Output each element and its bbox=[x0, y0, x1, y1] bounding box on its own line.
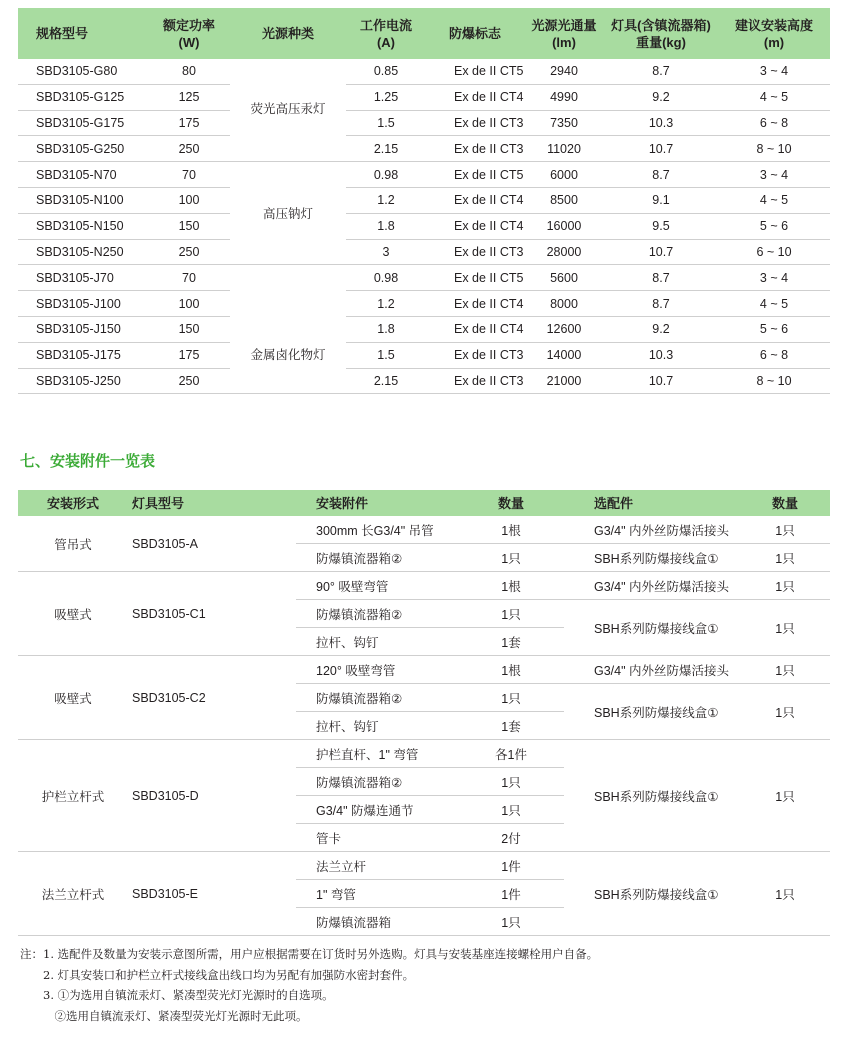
spec-current: 0.85 bbox=[346, 59, 426, 84]
spec-height: 5 ~ 6 bbox=[718, 316, 830, 342]
accessory-row bbox=[18, 852, 830, 880]
spec-model: SBD3105-J250 bbox=[18, 368, 148, 394]
accessory-name: 法兰立杆 bbox=[296, 852, 458, 880]
header-install-form: 安装形式 bbox=[18, 490, 128, 516]
spec-current: 1.25 bbox=[346, 84, 426, 110]
option-name: SBH系列防爆接线盒① bbox=[564, 544, 740, 572]
note-line: 3. ①为选用自镇流汞灯、紧凑型荧光灯光源时的自选项。 bbox=[20, 988, 334, 1002]
accessory-name: 1" 弯管 bbox=[296, 880, 458, 908]
option-name: SBH系列防爆接线盒① bbox=[564, 600, 740, 656]
spec-model: SBD3105-J150 bbox=[18, 316, 148, 342]
spec-height: 8 ~ 10 bbox=[718, 136, 830, 162]
spec-current: 1.2 bbox=[346, 291, 426, 317]
accessory-qty: 1只 bbox=[458, 796, 564, 824]
spec-weight: 8.7 bbox=[604, 265, 718, 291]
lamp-model: SBD3105-A bbox=[128, 516, 296, 572]
accessory-row bbox=[18, 572, 830, 600]
section-title: 七、安装附件一览表 bbox=[20, 453, 156, 470]
spec-row bbox=[18, 265, 830, 291]
accessory-name: 防爆镇流器箱 bbox=[296, 908, 458, 936]
lamp-model: SBD3105-C2 bbox=[128, 656, 296, 740]
lamp-model: SBD3105-D bbox=[128, 740, 296, 852]
spec-flux: 21000 bbox=[524, 368, 604, 394]
spec-source-type: 高压钠灯 bbox=[230, 162, 346, 265]
spec-flux: 11020 bbox=[524, 136, 604, 162]
spec-current: 1.5 bbox=[346, 342, 426, 368]
spec-model: SBD3105-G175 bbox=[18, 110, 148, 136]
spec-flux: 4990 bbox=[524, 84, 604, 110]
spec-height: 6 ~ 10 bbox=[718, 239, 830, 265]
header-power: 额定功率 (W) bbox=[148, 8, 230, 59]
spec-weight: 9.1 bbox=[604, 187, 718, 213]
spec-ex: Ex de II CT4 bbox=[426, 213, 524, 239]
spec-row bbox=[18, 239, 830, 265]
spec-weight: 8.7 bbox=[604, 162, 718, 188]
accessory-name: 管卡 bbox=[296, 824, 458, 852]
spec-header-row bbox=[18, 8, 830, 59]
spec-power: 125 bbox=[148, 84, 230, 110]
spec-model: SBD3105-N100 bbox=[18, 187, 148, 213]
spec-ex: Ex de II CT3 bbox=[426, 136, 524, 162]
spec-height: 8 ~ 10 bbox=[718, 368, 830, 394]
spec-height: 6 ~ 8 bbox=[718, 342, 830, 368]
spec-ex: Ex de II CT5 bbox=[426, 162, 524, 188]
spec-model: SBD3105-N70 bbox=[18, 162, 148, 188]
spec-height: 4 ~ 5 bbox=[718, 291, 830, 317]
spec-model: SBD3105-G125 bbox=[18, 84, 148, 110]
spec-height: 5 ~ 6 bbox=[718, 213, 830, 239]
spec-height: 4 ~ 5 bbox=[718, 84, 830, 110]
option-qty: 1只 bbox=[740, 516, 830, 544]
spec-model: SBD3105-N150 bbox=[18, 213, 148, 239]
spec-model: SBD3105-N250 bbox=[18, 239, 148, 265]
spec-height: 3 ~ 4 bbox=[718, 162, 830, 188]
accessory-qty: 各1件 bbox=[458, 740, 564, 768]
spec-weight: 8.7 bbox=[604, 291, 718, 317]
spec-ex: Ex de II CT3 bbox=[426, 239, 524, 265]
header-source: 光源种类 bbox=[230, 8, 346, 59]
spec-ex: Ex de II CT3 bbox=[426, 368, 524, 394]
accessory-qty: 1根 bbox=[458, 572, 564, 600]
spec-flux: 12600 bbox=[524, 316, 604, 342]
lamp-model: SBD3105-C1 bbox=[128, 572, 296, 656]
note-line: 2. 灯具安装口和护栏立杆式接线盒出线口均为另配有加强防水密封套件。 bbox=[20, 967, 415, 982]
spec-power: 250 bbox=[148, 239, 230, 265]
spec-row bbox=[18, 110, 830, 136]
header-lamp-model: 灯具型号 bbox=[128, 490, 296, 516]
lamp-model: SBD3105-E bbox=[128, 852, 296, 936]
accessory-name: 防爆镇流器箱② bbox=[296, 768, 458, 796]
note-line: ②选用自镇流汞灯、紧凑型荧光灯光源时无此项。 bbox=[20, 1008, 308, 1023]
accessory-qty: 1只 bbox=[458, 768, 564, 796]
header-height: 建议安装高度 (m) bbox=[718, 8, 830, 59]
accessory-name: 拉杆、钩钉 bbox=[296, 628, 458, 656]
spec-row bbox=[18, 59, 830, 84]
spec-flux: 5600 bbox=[524, 265, 604, 291]
spec-ex: Ex de II CT5 bbox=[426, 59, 524, 84]
header-ex: 防爆标志 bbox=[426, 8, 524, 59]
spec-height: 4 ~ 5 bbox=[718, 187, 830, 213]
option-name: SBH系列防爆接线盒① bbox=[564, 852, 740, 936]
spec-power: 100 bbox=[148, 291, 230, 317]
accessory-name: 拉杆、钩钉 bbox=[296, 712, 458, 740]
accessory-name: 防爆镇流器箱② bbox=[296, 544, 458, 572]
spec-row bbox=[18, 162, 830, 188]
spec-height: 3 ~ 4 bbox=[718, 265, 830, 291]
spec-ex: Ex de II CT3 bbox=[426, 342, 524, 368]
spec-flux: 14000 bbox=[524, 342, 604, 368]
option-qty: 1只 bbox=[740, 740, 830, 852]
header-option: 选配件 bbox=[564, 490, 740, 516]
lamp-spec-table bbox=[18, 8, 830, 394]
accessory-row bbox=[18, 656, 830, 684]
spec-ex: Ex de II CT4 bbox=[426, 291, 524, 317]
header-weight: 灯具(含镇流器箱) 重量(kg) bbox=[604, 8, 718, 59]
spec-power: 250 bbox=[148, 368, 230, 394]
accessory-qty: 1套 bbox=[458, 712, 564, 740]
spec-ex: Ex de II CT3 bbox=[426, 110, 524, 136]
spec-ex: Ex de II CT5 bbox=[426, 265, 524, 291]
install-form: 管吊式 bbox=[18, 516, 128, 572]
spec-current: 0.98 bbox=[346, 162, 426, 188]
option-name: SBH系列防爆接线盒① bbox=[564, 740, 740, 852]
spec-row bbox=[18, 84, 830, 110]
spec-flux: 8500 bbox=[524, 187, 604, 213]
spec-flux: 16000 bbox=[524, 213, 604, 239]
header-current: 工作电流 (A) bbox=[346, 8, 426, 59]
spec-current: 2.15 bbox=[346, 368, 426, 394]
accessory-table bbox=[18, 490, 830, 936]
spec-model: SBD3105-J175 bbox=[18, 342, 148, 368]
note-line: 注：1. 选配件及数量为安装示意图所需，用户应根据需要在订货时另外选购。灯具与安装基座连接螺栓用户自备。 bbox=[20, 947, 599, 961]
accessory-qty: 1只 bbox=[458, 600, 564, 628]
spec-ex: Ex de II CT4 bbox=[426, 84, 524, 110]
spec-weight: 10.3 bbox=[604, 110, 718, 136]
notes bbox=[20, 944, 598, 1026]
spec-row bbox=[18, 136, 830, 162]
spec-power: 250 bbox=[148, 136, 230, 162]
spec-power: 70 bbox=[148, 265, 230, 291]
option-qty: 1只 bbox=[740, 572, 830, 600]
accessory-name: 护栏直杆、1" 弯管 bbox=[296, 740, 458, 768]
spec-weight: 10.7 bbox=[604, 239, 718, 265]
spec-power: 150 bbox=[148, 316, 230, 342]
accessory-qty: 2付 bbox=[458, 824, 564, 852]
header-model: 规格型号 bbox=[18, 8, 148, 59]
spec-weight: 8.7 bbox=[604, 59, 718, 84]
option-name: G3/4" 内外丝防爆活接头 bbox=[564, 572, 740, 600]
spec-model: SBD3105-G80 bbox=[18, 59, 148, 84]
spec-current: 3 bbox=[346, 239, 426, 265]
spec-current: 2.15 bbox=[346, 136, 426, 162]
spec-height: 3 ~ 4 bbox=[718, 59, 830, 84]
accessory-qty: 1套 bbox=[458, 628, 564, 656]
spec-power: 175 bbox=[148, 342, 230, 368]
spec-row bbox=[18, 187, 830, 213]
spec-row bbox=[18, 368, 830, 394]
accessory-name: G3/4" 防爆连通节 bbox=[296, 796, 458, 824]
spec-height: 6 ~ 8 bbox=[718, 110, 830, 136]
spec-flux: 8000 bbox=[524, 291, 604, 317]
spec-ex: Ex de II CT4 bbox=[426, 316, 524, 342]
spec-flux: 6000 bbox=[524, 162, 604, 188]
spec-model: SBD3105-J70 bbox=[18, 265, 148, 291]
accessory-qty: 1只 bbox=[458, 544, 564, 572]
accessory-qty: 1只 bbox=[458, 684, 564, 712]
accessory-header-row bbox=[18, 490, 830, 516]
spec-weight: 9.5 bbox=[604, 213, 718, 239]
spec-current: 1.8 bbox=[346, 316, 426, 342]
option-name: G3/4" 内外丝防爆活接头 bbox=[564, 656, 740, 684]
accessory-qty: 1件 bbox=[458, 880, 564, 908]
spec-weight: 10.3 bbox=[604, 342, 718, 368]
spec-current: 1.2 bbox=[346, 187, 426, 213]
accessory-row bbox=[18, 740, 830, 768]
spec-row bbox=[18, 291, 830, 317]
spec-flux: 7350 bbox=[524, 110, 604, 136]
accessory-qty: 1根 bbox=[458, 516, 564, 544]
spec-power: 150 bbox=[148, 213, 230, 239]
spec-current: 1.8 bbox=[346, 213, 426, 239]
spec-model: SBD3105-J100 bbox=[18, 291, 148, 317]
option-qty: 1只 bbox=[740, 656, 830, 684]
install-form: 吸壁式 bbox=[18, 572, 128, 656]
option-name: SBH系列防爆接线盒① bbox=[564, 684, 740, 740]
header-accessory: 安装附件 bbox=[296, 490, 458, 516]
spec-current: 0.98 bbox=[346, 265, 426, 291]
option-qty: 1只 bbox=[740, 600, 830, 656]
spec-current: 1.5 bbox=[346, 110, 426, 136]
install-form: 吸壁式 bbox=[18, 656, 128, 740]
spec-row bbox=[18, 213, 830, 239]
accessory-name: 300mm 长G3/4" 吊管 bbox=[296, 516, 458, 544]
option-qty: 1只 bbox=[740, 684, 830, 740]
spec-power: 70 bbox=[148, 162, 230, 188]
install-form: 法兰立杆式 bbox=[18, 852, 128, 936]
accessory-name: 防爆镇流器箱② bbox=[296, 684, 458, 712]
spec-weight: 10.7 bbox=[604, 368, 718, 394]
accessory-qty: 1根 bbox=[458, 656, 564, 684]
header-flux: 光源光通量 (lm) bbox=[524, 8, 604, 59]
spec-power: 100 bbox=[148, 187, 230, 213]
option-name: G3/4" 内外丝防爆活接头 bbox=[564, 516, 740, 544]
accessory-row bbox=[18, 516, 830, 544]
spec-weight: 9.2 bbox=[604, 84, 718, 110]
spec-power: 175 bbox=[148, 110, 230, 136]
spec-power: 80 bbox=[148, 59, 230, 84]
option-qty: 1只 bbox=[740, 544, 830, 572]
header-qty: 数量 bbox=[458, 490, 564, 516]
accessory-name: 90° 吸壁弯管 bbox=[296, 572, 458, 600]
spec-model: SBD3105-G250 bbox=[18, 136, 148, 162]
spec-flux: 2940 bbox=[524, 59, 604, 84]
spec-weight: 9.2 bbox=[604, 316, 718, 342]
header-option-qty: 数量 bbox=[740, 490, 830, 516]
option-qty: 1只 bbox=[740, 852, 830, 936]
accessory-name: 防爆镇流器箱② bbox=[296, 600, 458, 628]
install-form: 护栏立杆式 bbox=[18, 740, 128, 852]
accessory-name: 120° 吸壁弯管 bbox=[296, 656, 458, 684]
spec-row bbox=[18, 342, 830, 368]
spec-row bbox=[18, 316, 830, 342]
spec-flux: 28000 bbox=[524, 239, 604, 265]
spec-weight: 10.7 bbox=[604, 136, 718, 162]
accessory-qty: 1只 bbox=[458, 908, 564, 936]
accessory-qty: 1件 bbox=[458, 852, 564, 880]
spec-source-type: 金属卤化物灯 bbox=[230, 265, 346, 394]
spec-ex: Ex de II CT4 bbox=[426, 187, 524, 213]
spec-source-type: 荧光高压汞灯 bbox=[230, 59, 346, 162]
